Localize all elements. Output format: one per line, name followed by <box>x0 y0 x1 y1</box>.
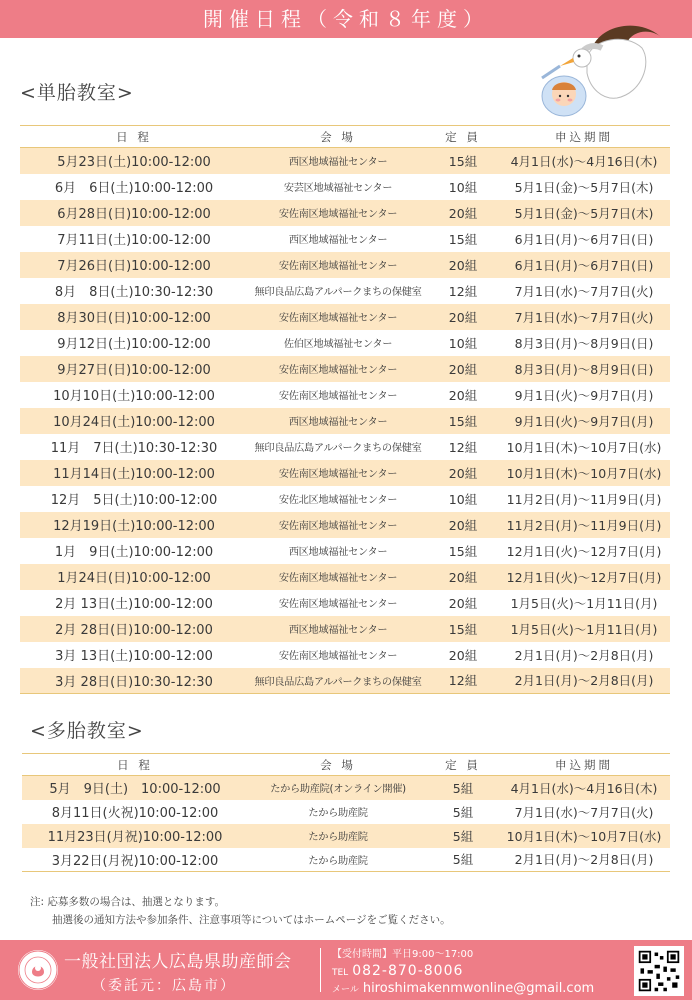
table-row <box>22 848 670 872</box>
table-row <box>20 382 670 408</box>
table-row <box>22 824 670 848</box>
table-row <box>20 512 670 538</box>
row-date: 5月23日(土)10:00-12:00 <box>20 148 248 174</box>
row-venue: 安佐南区地域福祉センター <box>248 564 428 590</box>
row-venue: 無印良品広島アルパークまちの保健室 <box>248 668 428 694</box>
row-venue: 西区地域福祉センター <box>248 148 428 174</box>
table-row <box>20 434 670 460</box>
header-date: 日 程 <box>20 126 248 148</box>
page-banner: 開催日程（令和８年度） <box>0 0 692 38</box>
table-row <box>20 642 670 668</box>
row-venue: 安佐南区地域福祉センター <box>248 304 428 330</box>
tel-number[interactable]: 082-870-8006 <box>352 963 464 979</box>
row-date: 12月19日(土)10:00-12:00 <box>20 512 248 538</box>
row-period: 9月1日(火)～9月7日(月) <box>498 382 670 408</box>
table-row <box>20 408 670 434</box>
row-period: 5月1日(金)～5月7日(木) <box>498 174 670 200</box>
row-venue: 安佐南区地域福祉センター <box>248 460 428 486</box>
email-address[interactable]: hiroshimakenmwonline@gmail.com <box>362 981 595 996</box>
table-row <box>20 252 670 278</box>
row-period: 12月1日(火)～12月7日(月) <box>498 564 670 590</box>
row-capacity: 12組 <box>428 434 498 460</box>
row-venue: 西区地域福祉センター <box>248 226 428 252</box>
row-capacity: 20組 <box>428 590 498 616</box>
row-capacity: 5組 <box>428 824 498 848</box>
row-date: 6月 6日(土)10:00-12:00 <box>20 174 248 200</box>
row-date: 3月22日(月祝)10:00-12:00 <box>22 848 248 872</box>
table-row <box>20 538 670 564</box>
multi-class-schedule-table <box>22 753 670 872</box>
row-venue: 佐伯区地域福祉センター <box>248 330 428 356</box>
tel-label: TEL <box>332 968 349 978</box>
row-period: 1月5日(火)～1月11日(月) <box>498 590 670 616</box>
row-venue: 安佐南区地域福祉センター <box>248 642 428 668</box>
table-row <box>20 356 670 382</box>
row-venue: 西区地域福祉センター <box>248 408 428 434</box>
row-capacity: 15組 <box>428 148 498 174</box>
row-venue: 安佐南区地域福祉センター <box>248 252 428 278</box>
table-row <box>20 668 670 694</box>
row-venue: 安佐南区地域福祉センター <box>248 200 428 226</box>
row-date: 10月24日(土)10:00-12:00 <box>20 408 248 434</box>
row-period: 2月1日(月)～2月8日(月) <box>498 848 670 872</box>
table-row <box>20 486 670 512</box>
row-date: 11月23日(月祝)10:00-12:00 <box>22 824 248 848</box>
row-period: 1月5日(火)～1月11日(月) <box>498 616 670 642</box>
row-venue: 安佐南区地域福祉センター <box>248 512 428 538</box>
row-period: 9月1日(火)～9月7日(月) <box>498 408 670 434</box>
row-date: 8月 8日(土)10:30-12:30 <box>20 278 248 304</box>
table-row <box>20 564 670 590</box>
row-capacity: 15組 <box>428 616 498 642</box>
commission-note: （委託元：広島市） <box>92 978 236 994</box>
row-period: 6月1日(月)～6月7日(日) <box>498 252 670 278</box>
row-capacity: 10組 <box>428 330 498 356</box>
table-row <box>20 226 670 252</box>
row-capacity: 20組 <box>428 382 498 408</box>
table-row <box>20 590 670 616</box>
row-period: 4月1日(水)～4月16日(木) <box>498 776 670 800</box>
row-period: 10月1日(木)～10月7日(水) <box>498 434 670 460</box>
association-logo-icon <box>18 950 58 990</box>
row-period: 2月1日(月)～2月8日(月) <box>498 668 670 694</box>
table-row <box>20 148 670 174</box>
row-venue: 安佐南区地域福祉センター <box>248 590 428 616</box>
table-row <box>20 174 670 200</box>
row-period: 5月1日(金)～5月7日(木) <box>498 200 670 226</box>
row-period: 11月2日(月)～11月9日(月) <box>498 486 670 512</box>
row-date: 10月10日(土)10:00-12:00 <box>20 382 248 408</box>
row-date: 11月 7日(土)10:30-12:30 <box>20 434 248 460</box>
row-date: 9月12日(土)10:00-12:00 <box>20 330 248 356</box>
row-period: 11月2日(月)～11月9日(月) <box>498 512 670 538</box>
row-capacity: 12組 <box>428 668 498 694</box>
row-period: 8月3日(月)～8月9日(日) <box>498 356 670 382</box>
row-venue: 安佐南区地域福祉センター <box>248 356 428 382</box>
row-period: 2月1日(月)～2月8日(月) <box>498 642 670 668</box>
table-row <box>20 616 670 642</box>
table-row <box>20 200 670 226</box>
row-period: 7月1日(水)～7月7日(火) <box>498 278 670 304</box>
table-row <box>20 330 670 356</box>
row-date: 7月26日(日)10:00-12:00 <box>20 252 248 278</box>
row-venue: たから助産院 <box>248 824 428 848</box>
row-capacity: 10組 <box>428 174 498 200</box>
header-capacity: 定 員 <box>428 754 498 776</box>
row-capacity: 20組 <box>428 512 498 538</box>
row-venue: 安佐北区地域福祉センター <box>248 486 428 512</box>
contact-info <box>332 947 594 998</box>
stork-carrying-baby-icon <box>532 18 672 118</box>
header-capacity: 定 員 <box>428 126 498 148</box>
row-capacity: 5組 <box>428 848 498 872</box>
row-capacity: 20組 <box>428 356 498 382</box>
row-venue: 安芸区地域福祉センター <box>248 174 428 200</box>
row-period: 7月1日(水)～7月7日(火) <box>498 304 670 330</box>
row-date: 5月 9日(土) 10:00-12:00 <box>22 776 248 800</box>
row-date: 12月 5日(土)10:00-12:00 <box>20 486 248 512</box>
table-row <box>22 800 670 824</box>
mail-label: メール <box>332 985 359 995</box>
row-date: 2月 13日(土)10:00-12:00 <box>20 590 248 616</box>
row-capacity: 10組 <box>428 486 498 512</box>
row-capacity: 20組 <box>428 642 498 668</box>
header-venue: 会 場 <box>248 754 428 776</box>
row-capacity: 15組 <box>428 226 498 252</box>
row-capacity: 20組 <box>428 304 498 330</box>
row-capacity: 20組 <box>428 200 498 226</box>
reception-hours: 【受付時間】平日9:00～17:00 <box>332 949 474 960</box>
footer <box>0 940 692 1000</box>
organization-name: 一般社団法人広島県助産師会 <box>64 952 292 972</box>
row-date: 7月11日(土)10:00-12:00 <box>20 226 248 252</box>
single-class-title: <単胎教室> <box>20 82 134 104</box>
row-venue: 無印良品広島アルパークまちの保健室 <box>248 278 428 304</box>
row-period: 4月1日(水)～4月16日(木) <box>498 148 670 174</box>
row-venue: たから助産院 <box>248 848 428 872</box>
row-venue: たから助産院 <box>248 800 428 824</box>
row-capacity: 5組 <box>428 776 498 800</box>
row-capacity: 20組 <box>428 252 498 278</box>
note-line: 注: 応募多数の場合は、抽選となります。 <box>30 896 226 908</box>
row-date: 9月27日(日)10:00-12:00 <box>20 356 248 382</box>
header-venue: 会 場 <box>248 126 428 148</box>
row-capacity: 20組 <box>428 564 498 590</box>
footer-divider <box>320 948 321 992</box>
row-capacity: 15組 <box>428 408 498 434</box>
header-date: 日 程 <box>22 754 248 776</box>
row-venue: 安佐南区地域福祉センター <box>248 382 428 408</box>
row-capacity: 5組 <box>428 800 498 824</box>
notes <box>30 893 451 929</box>
table-row <box>22 776 670 800</box>
table-row <box>20 278 670 304</box>
row-period: 8月3日(月)～8月9日(日) <box>498 330 670 356</box>
table-header-row <box>20 126 670 148</box>
note-line: 抽選後の通知方法や参加条件、注意事項等についてはホームページをご覧ください。 <box>52 914 451 926</box>
row-date: 11月14日(土)10:00-12:00 <box>20 460 248 486</box>
row-capacity: 12組 <box>428 278 498 304</box>
header-period: 申込期間 <box>498 126 670 148</box>
table-row <box>20 304 670 330</box>
qr-code-icon[interactable] <box>634 946 684 996</box>
row-date: 1月24日(日)10:00-12:00 <box>20 564 248 590</box>
row-period: 7月1日(水)～7月7日(火) <box>498 800 670 824</box>
row-date: 2月 28日(日)10:00-12:00 <box>20 616 248 642</box>
row-period: 10月1日(木)～10月7日(水) <box>498 824 670 848</box>
row-venue: たから助産院(オンライン開催) <box>248 776 428 800</box>
header-period: 申込期間 <box>498 754 670 776</box>
row-date: 8月11日(火祝)10:00-12:00 <box>22 800 248 824</box>
row-capacity: 15組 <box>428 538 498 564</box>
row-period: 12月1日(火)～12月7日(月) <box>498 538 670 564</box>
row-capacity: 20組 <box>428 460 498 486</box>
row-venue: 西区地域福祉センター <box>248 538 428 564</box>
multi-class-title: <多胎教室> <box>30 720 144 742</box>
table-header-row <box>22 754 670 776</box>
row-date: 1月 9日(土)10:00-12:00 <box>20 538 248 564</box>
row-venue: 西区地域福祉センター <box>248 616 428 642</box>
row-date: 3月 28日(日)10:30-12:30 <box>20 668 248 694</box>
row-date: 6月28日(日)10:00-12:00 <box>20 200 248 226</box>
table-row <box>20 460 670 486</box>
row-venue: 無印良品広島アルパークまちの保健室 <box>248 434 428 460</box>
row-date: 3月 13日(土)10:00-12:00 <box>20 642 248 668</box>
single-class-schedule-table <box>20 125 670 694</box>
row-date: 8月30日(日)10:00-12:00 <box>20 304 248 330</box>
row-period: 10月1日(木)～10月7日(水) <box>498 460 670 486</box>
row-period: 6月1日(月)～6月7日(日) <box>498 226 670 252</box>
